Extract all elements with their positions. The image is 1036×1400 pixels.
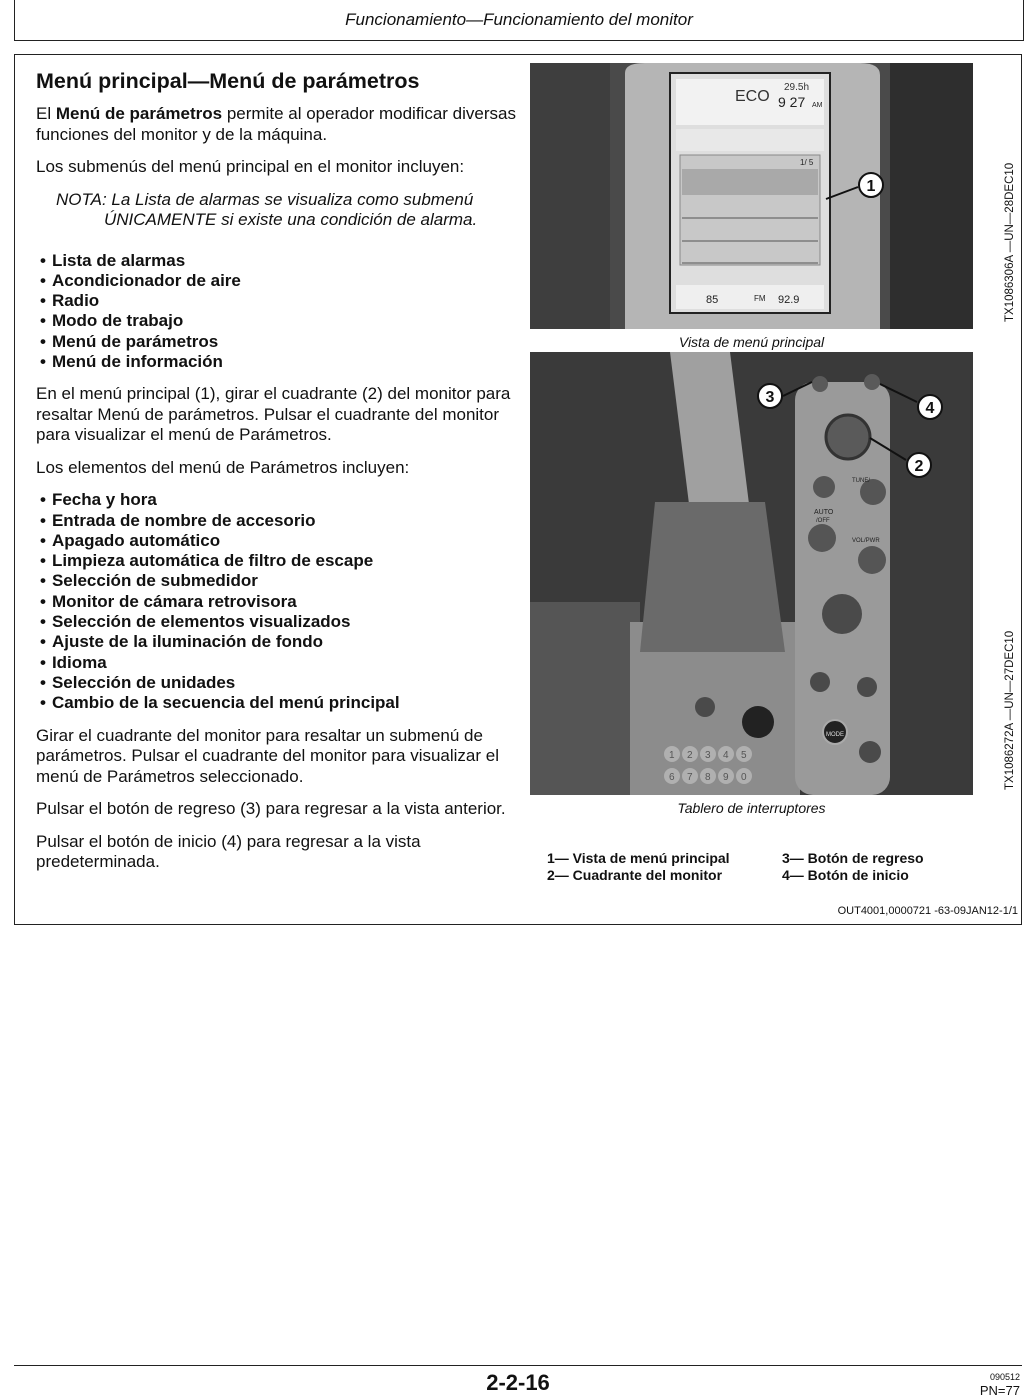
eco-label: ECO [735,88,770,105]
switch-panel-illustration [530,352,973,795]
list-item: • Monitor de cámara retrovisora [40,592,516,612]
monitor-photo [530,63,973,329]
legend-item: 2— Cuadrante del monitor [547,867,723,883]
list-item: • Radio [40,291,516,311]
legend-item: 3— Botón de regreso [782,850,924,866]
keypad-key: 6 [669,772,675,783]
submenus-intro: Los submenús del menú principal en el monitor incluyen: [36,157,465,176]
list-item: • Cambio de la secuencia del menú principal [40,693,516,713]
mode-label: MODE [826,732,844,738]
intro-paragraph [36,104,516,145]
list-item: • Acondicionador de aire [40,271,516,291]
list-item: • Selección de submedidor [40,571,516,591]
keypad-key: 1 [669,750,675,761]
monitor-illustration [530,63,973,329]
note-second-line: ÚNICAMENTE si existe una condición de alarma. [104,210,478,229]
legend-item: 4— Botón de inicio [782,867,909,883]
auto-label: AUTO [814,509,834,516]
auto-off-label: /OFF [816,518,830,524]
intro-post: permite al operador modificar diversas funciones del monitor y de la máquina. [36,104,516,144]
legend-left [547,850,730,884]
list-item: • Lista de alarmas [40,251,516,271]
callout-number: 2 [914,458,924,475]
list-item: • Limpieza automática de filtro de escape [40,551,516,571]
keypad-key: 4 [723,750,729,761]
footer-rule [14,1365,1022,1366]
list-item: • Idioma [40,653,516,673]
header-title: Funcionamiento—Funcionamiento del monitor [345,10,693,29]
list-item: • Selección de unidades [40,673,516,693]
frequency-label: 92.9 [778,294,800,306]
callout-number: 1 [866,178,876,195]
keypad-key: 7 [687,772,693,783]
footer-code: 090512 [989,1372,1020,1382]
instruction-paragraph: Pulsar el botón de regreso (3) para regresar a la vista anterior. [36,799,506,819]
page-number: 2-2-16 [486,1370,550,1395]
figure1-caption: Vista de menú principal [678,334,825,350]
running-header [14,0,1024,41]
footer-pn: PN=77 [979,1383,1020,1398]
radio-band-label: FM [754,294,766,303]
figure2-caption: Tablero de interruptores [677,800,826,816]
page-indicator: 1/ 5 [800,158,814,167]
hours-label: 29.5h [784,82,810,93]
section-title: Menú principal—Menú de parámetros [36,69,420,93]
list-item: • Entrada de nombre de accesorio [40,511,516,531]
time-label: 9 27 [778,94,806,110]
text-column [36,68,516,885]
instruction-paragraph: Pulsar el botón de inicio (4) para regresar a la vista predeterminada. [36,831,421,872]
list-item: • Menú de información [40,352,516,372]
keypad-key: 5 [741,750,747,761]
intro-bold: Menú de parámetros [55,104,223,123]
figure2-code: TX1086272A —UN—27DEC10 [1004,630,1016,790]
instruction-paragraph: Girar el cuadrante del monitor para resaltar un submenú de parámetros. Pulsar el cuadrante del monitor para visualizar el menú de Parámetros seleccionado. [36,725,500,786]
intro-pre: El [36,104,56,123]
list-item: • Modo de trabajo [40,311,516,331]
note [56,190,516,231]
note-first-line: NOTA: La Lista de alarmas se visualiza como submenú [56,189,474,209]
keypad-key: 8 [705,772,711,783]
callout-number: 4 [925,400,935,417]
temperature-label: 85 [706,294,719,306]
parameter-items-list [40,490,516,713]
keypad-key: 3 [705,750,711,761]
instruction-paragraph: En el menú principal (1), girar el cuadrante (2) del monitor para resaltar Menú de parámetros. Pulsar el cuadrante del monitor para visualizar el menú de Parámetros. [36,384,511,445]
submenu-list [40,251,516,373]
figure1-code: TX1086306A —UN—28DEC10 [1004,162,1016,322]
legend-right [782,850,924,884]
list-item: • Ajuste de la iluminación de fondo [40,632,516,652]
list-item: • Selección de elementos visualizados [40,612,516,632]
list-item: • Apagado automático [40,531,516,551]
keypad-key: 9 [723,772,729,783]
list-item: • Menú de parámetros [40,332,516,352]
tune-label: TUNE/ [852,478,870,484]
legend-item: 1— Vista de menú principal [547,850,730,866]
callout-number: 3 [765,389,775,406]
keypad-key: 0 [741,772,747,783]
items-intro: Los elementos del menú de Parámetros incluyen: [36,457,410,477]
keypad-key: 2 [687,750,693,761]
vol-label: VOL/PWR [852,538,880,544]
switch-panel-photo [530,352,973,795]
ampm-label: AM [812,102,823,109]
document-reference: OUT4001,0000721 -63-09JAN12-1/1 [837,905,1018,917]
list-item: • Fecha y hora [40,490,516,510]
